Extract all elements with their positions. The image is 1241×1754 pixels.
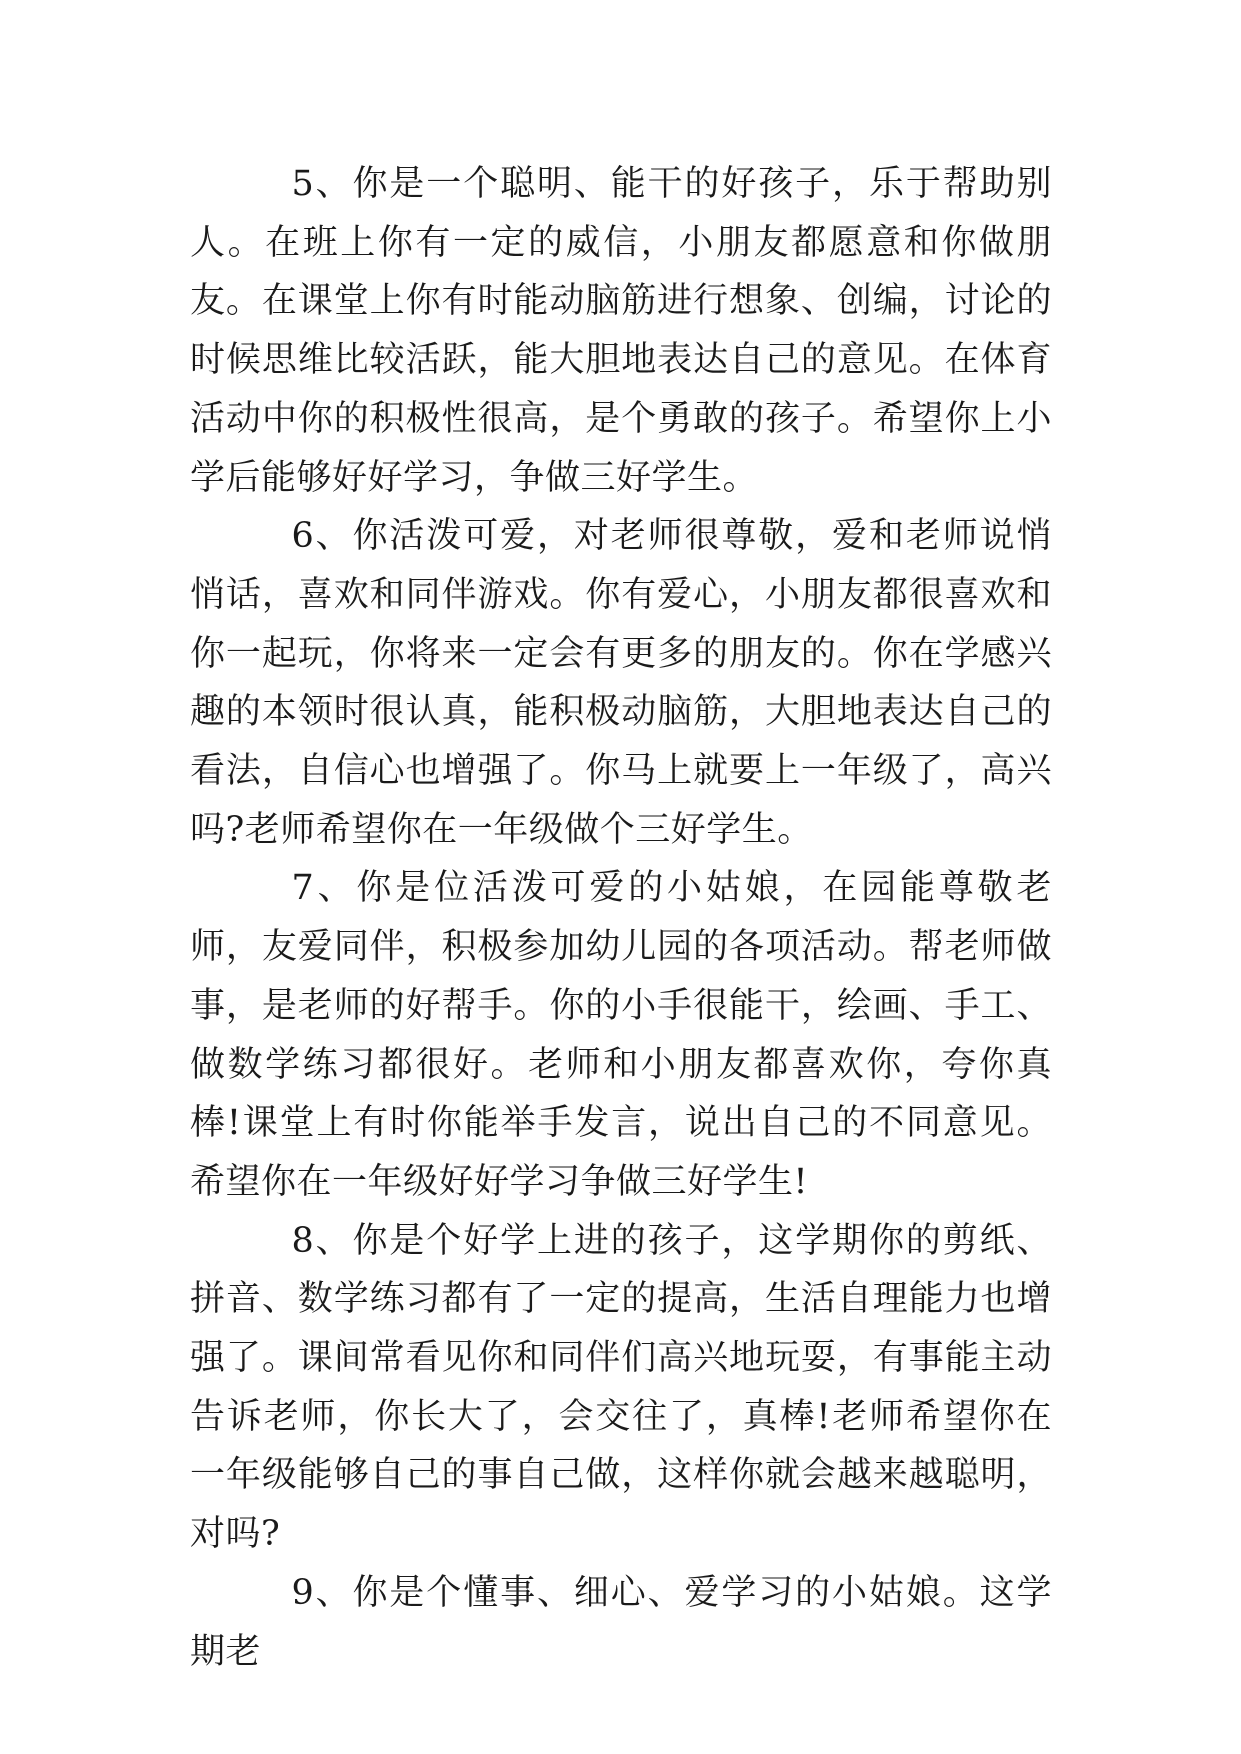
paragraph-6: 6、你活泼可爱，对老师很尊敬，爱和老师说悄悄话，喜欢和同伴游戏。你有爱心，小朋友都很喜欢和你一起玩，你将来一定会有更多的朋友的。你在学感兴趣的本领时很认真，能积极动脑筋，大胆地表达自己的看法，自信心也增强了。你马上就要上一年级了，高兴吗?老师希望你在一年级做个三好学生。	[190, 516, 1052, 850]
paragraph-7: 7、你是位活泼可爱的小姑娘，在园能尊敬老师，友爱同伴，积极参加幼儿园的各项活动。帮老师做事，是老师的好帮手。你的小手很能干，绘画、手工、做数学练习都很好。老师和小朋友都喜欢你，夸你真棒!课堂上有时你能举手发言，说出自己的不同意见。希望你在一年级好好学习争做三好学生!	[190, 868, 1052, 1202]
document-body	[190, 155, 1052, 1681]
paragraph-9: 9、你是个懂事、细心、爱学习的小姑娘。这学期老	[190, 1572, 1052, 1672]
paragraph-8: 8、你是个好学上进的孩子，这学期你的剪纸、拼音、数学练习都有了一定的提高，生活自理能力也增强了。课间常看见你和同伴们高兴地玩耍，有事能主动告诉老师，你长大了，会交往了，真棒!老师希望你在一年级能够自己的事自己做，这样你就会越来越聪明，对吗?	[190, 1220, 1052, 1555]
paragraph-5: 5、你是一个聪明、能干的好孩子，乐于帮助别人。在班上你有一定的威信，小朋友都愿意和你做朋友。在课堂上你有时能动脑筋进行想象、创编，讨论的时候思维比较活跃，能大胆地表达自己的意见。在体育活动中你的积极性很高，是个勇敢的孩子。希望你上小学后能够好好学习，争做三好学生。	[190, 164, 1052, 498]
